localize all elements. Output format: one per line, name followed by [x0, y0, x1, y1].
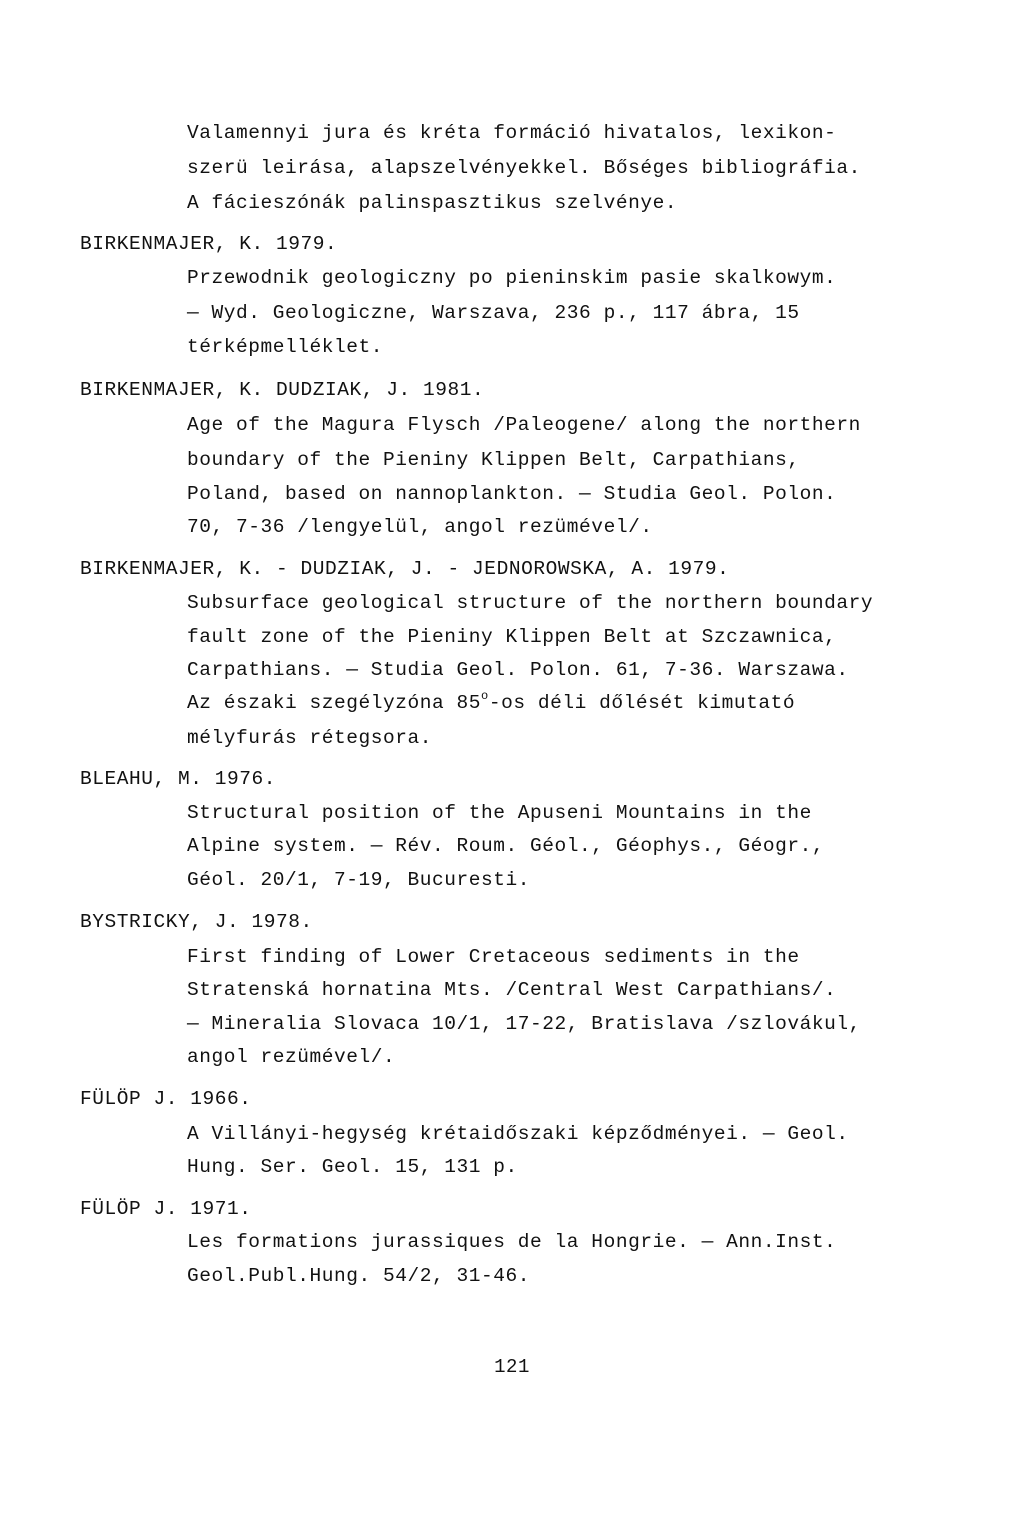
- reference-text-line: Valamennyi jura és kréta formáció hivatalos, lexikon-: [187, 122, 837, 144]
- reference-text-line: térképmelléklet.: [187, 336, 384, 358]
- reference-author: BYSTRICKY, J. 1978.: [80, 911, 313, 933]
- reference-text-line: Poland, based on nannoplankton. — Studia Geol. Polon.: [187, 483, 837, 505]
- reference-author: BLEAHU, M. 1976.: [80, 768, 277, 790]
- reference-author: FÜLÖP J. 1966.: [80, 1088, 252, 1110]
- reference-text-line: [187, 691, 795, 715]
- reference-text-line: — Mineralia Slovaca 10/1, 17-22, Bratislava /szlovákul,: [187, 1013, 861, 1035]
- reference-text-line: Carpathians. — Studia Geol. Polon. 61, 7-36. Warszawa.: [187, 659, 849, 681]
- reference-text-line: Subsurface geological structure of the northern boundary: [187, 592, 874, 614]
- reference-author: FÜLÖP J. 1971.: [80, 1198, 252, 1220]
- reference-text-line: A Villányi-hegység krétaidőszaki képződményei. — Geol.: [187, 1123, 849, 1145]
- reference-text-line: — Wyd. Geologiczne, Warszava, 236 p., 117 ábra, 15: [187, 302, 800, 324]
- reference-text-line: angol rezümével/.: [187, 1046, 396, 1068]
- reference-text-line: Age of the Magura Flysch /Paleogene/ along the northern: [187, 414, 861, 436]
- reference-text-line: Les formations jurassiques de la Hongrie. — Ann.Inst.: [187, 1231, 837, 1253]
- reference-text-line: First finding of Lower Cretaceous sediments in the: [187, 946, 800, 968]
- reference-text-line: mélyfurás rétegsora.: [187, 727, 433, 749]
- reference-text-line: Alpine system. — Rév. Roum. Géol., Géophys., Géogr.,: [187, 835, 825, 857]
- reference-text-line: Geol.Publ.Hung. 54/2, 31-46.: [187, 1265, 531, 1287]
- reference-text-line: Przewodnik geologiczny po pieninskim pasie skalkowym.: [187, 267, 837, 289]
- reference-text-segment: Az északi szegélyzóna 85: [187, 692, 482, 714]
- reference-text-line: Structural position of the Apuseni Mountains in the: [187, 802, 812, 824]
- reference-text-line: 70, 7-36 /lengyelül, angol rezümével/.: [187, 516, 653, 538]
- reference-text-line: boundary of the Pieniny Klippen Belt, Carpathians,: [187, 449, 800, 471]
- reference-text-line: A fácieszónák palinspasztikus szelvénye.: [187, 192, 678, 214]
- reference-text-segment: -os déli dőlését kimutató: [488, 692, 796, 714]
- reference-text-line: fault zone of the Pieniny Klippen Belt at Szczawnica,: [187, 626, 837, 648]
- reference-author: BIRKENMAJER, K. 1979.: [80, 233, 338, 255]
- reference-text-line: szerü leirása, alapszelvényekkel. Bőséges bibliográfia.: [187, 157, 861, 179]
- reference-author: BIRKENMAJER, K. - DUDZIAK, J. - JEDNOROWSKA, A. 1979.: [80, 558, 730, 580]
- reference-text-line: Géol. 20/1, 7-19, Bucuresti.: [187, 869, 531, 891]
- reference-text-line: Hung. Ser. Geol. 15, 131 p.: [187, 1156, 518, 1178]
- reference-author: BIRKENMAJER, K. DUDZIAK, J. 1981.: [80, 379, 485, 401]
- page-number: 121: [494, 1356, 530, 1378]
- reference-text-line: Stratenská hornatina Mts. /Central West Carpathians/.: [187, 979, 837, 1001]
- degree-superscript: o: [481, 689, 489, 703]
